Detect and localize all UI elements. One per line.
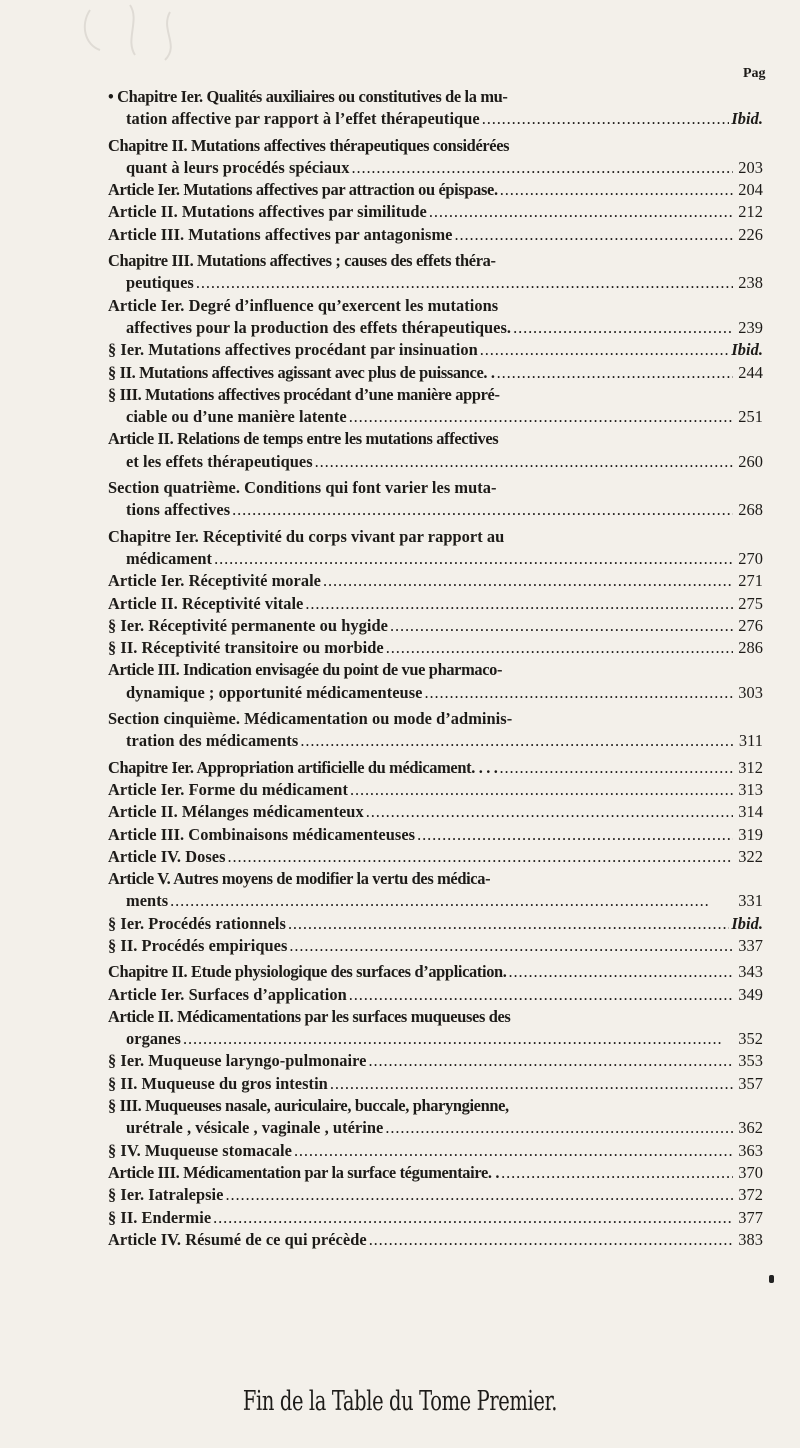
- leader-dots: [183, 1028, 733, 1050]
- toc-page-number: 203: [738, 157, 763, 177]
- toc-page-number: 372: [738, 1185, 763, 1205]
- leader-dots: [509, 961, 733, 983]
- toc-line: [108, 1140, 763, 1162]
- toc-entry-title: § Ier. Iatralepsie: [108, 1185, 224, 1205]
- toc-entry-title: Section quatrième. Conditions qui font varier les muta-: [108, 478, 497, 498]
- leader-dots: [305, 593, 733, 615]
- toc-line: [108, 846, 763, 868]
- toc-entry: [108, 961, 763, 983]
- toc-entry: [108, 1162, 763, 1184]
- toc-line: [108, 1050, 763, 1072]
- leader-dots: [214, 548, 733, 570]
- toc-entry: [108, 428, 763, 473]
- toc-page-number: 311: [738, 731, 763, 751]
- leader-dots: [480, 339, 730, 361]
- leader-dots: [196, 272, 733, 294]
- leader-dots: [417, 824, 733, 846]
- toc-entry-title: § Ier. Mutations affectives procédant par insinuation: [108, 340, 478, 360]
- toc-page-number: 303: [738, 682, 763, 702]
- toc-entry-title: Article Ier. Mutations affectives par attraction ou épispase.: [108, 180, 498, 200]
- toc-page-number: 204: [738, 180, 763, 200]
- toc-entry-title: Article II. Médicamentations par les surfaces muqueuses des: [108, 1006, 511, 1026]
- leader-dots: [366, 801, 733, 823]
- toc-entry-title: § III. Muqueuses nasale, auriculaire, buccale, pharyngienne,: [108, 1096, 509, 1116]
- end-note: Fin de la Table du Tome Premier.: [242, 1386, 558, 1417]
- leader-dots: [228, 846, 733, 868]
- toc-entry: [108, 637, 763, 659]
- toc-line: [108, 1184, 763, 1206]
- leader-dots: [497, 362, 733, 384]
- toc-entry-title: Article II. Mélanges médicamenteux: [108, 802, 364, 822]
- toc-entry: [108, 224, 763, 246]
- toc-entry: [108, 708, 763, 753]
- toc-line: [108, 135, 763, 157]
- toc-page-number: 251: [738, 407, 763, 427]
- toc-page-number: 353: [738, 1051, 763, 1071]
- toc-entry-title: § III. Mutations affectives procédant d’une manière appré-: [108, 384, 500, 404]
- margin-ink-dot: [769, 1275, 774, 1283]
- leader-dots: [289, 935, 733, 957]
- toc-line: [108, 250, 763, 272]
- toc-entry-title: Article Ier. Degré d’influence qu’exercent les mutations: [108, 295, 499, 315]
- toc-page-number: 275: [738, 593, 763, 613]
- toc-entry-title: Chapitre Ier. Réceptivité du corps vivant par rapport au: [108, 526, 505, 546]
- toc-entry-title: Article IV. Doses: [108, 846, 226, 866]
- toc-line: [108, 1095, 763, 1117]
- toc-page-number: 357: [738, 1073, 763, 1093]
- toc-line: [108, 272, 763, 294]
- leader-dots: [213, 1207, 733, 1229]
- toc-line: [108, 708, 763, 730]
- toc-page-number: 331: [738, 891, 763, 911]
- toc-entry: [108, 570, 763, 592]
- toc-page-number: 212: [738, 202, 763, 222]
- toc-entry-title: Article Ier. Forme du médicament: [108, 779, 348, 799]
- toc-entry-title: Article III. Médicamentation par la surface tégumentaire. .: [108, 1162, 500, 1182]
- leader-dots: [390, 615, 733, 637]
- toc-line: [108, 477, 763, 499]
- toc-page-number: 270: [738, 548, 763, 568]
- leader-dots: [232, 499, 733, 521]
- toc-entry-title: Chapitre II. Mutations affectives thérapeutiques considérées: [108, 135, 510, 155]
- toc-page-number: Ibid.: [731, 109, 763, 129]
- toc-entry: [108, 1006, 763, 1051]
- toc-entry: [108, 846, 763, 868]
- toc-entry: [108, 477, 763, 522]
- toc-entry: [108, 201, 763, 223]
- toc-entry-title: Article V. Autres moyens de modifier la vertu des médica-: [108, 869, 491, 889]
- toc-page-number: 260: [738, 451, 763, 471]
- toc-entry-title: Article Ier. Réceptivité morale: [108, 571, 322, 591]
- toc-entry-title: Article IV. Résumé de ce qui précède: [108, 1229, 367, 1249]
- toc-page-number: 362: [738, 1118, 763, 1138]
- toc-entry-title: tions affectives: [126, 500, 231, 520]
- leader-dots: [369, 1050, 733, 1072]
- toc-line: [108, 637, 763, 659]
- toc-entry-title: § II. Muqueuse du gros intestin: [108, 1073, 328, 1093]
- toc-entry: [108, 935, 763, 957]
- toc-entry-title: Article III. Indication envisagée du point de vue pharmaco-: [108, 660, 503, 680]
- toc-line: [108, 868, 763, 890]
- toc-entry: [108, 868, 763, 913]
- toc-entry-title: médicament: [126, 548, 213, 568]
- toc-line: [108, 682, 763, 704]
- toc-line: [108, 890, 763, 912]
- toc-entry-title: Article III. Combinaisons médicamenteuses: [108, 824, 416, 844]
- leader-dots: [454, 224, 733, 246]
- toc-line: [108, 201, 763, 223]
- leader-dots: [424, 682, 733, 704]
- toc-line: [108, 615, 763, 637]
- toc-entry-title: affectives pour la production des effets thérapeutiques.: [126, 317, 512, 337]
- toc-entry-title: Article III. Mutations affectives par antagonisme: [108, 224, 453, 244]
- toc-page-number: 244: [738, 362, 763, 382]
- toc-line: [108, 317, 763, 339]
- toc-line: [108, 801, 763, 823]
- toc-entry-title: Chapitre Ier. Appropriation artificielle du médicament. . . .: [108, 757, 498, 777]
- leader-dots: [288, 913, 729, 935]
- toc-page-number: 271: [738, 571, 763, 591]
- leader-dots: [351, 157, 733, 179]
- toc-entry: [108, 339, 763, 361]
- leader-dots: [349, 984, 733, 1006]
- leader-dots: [385, 1117, 733, 1139]
- toc-entry: [108, 659, 763, 704]
- toc-entry-title: Chapitre II. Etude physiologique des surfaces d’application.: [108, 962, 507, 982]
- toc-entry-title: Chapitre III. Mutations affectives ; causes des effets théra-: [108, 251, 496, 271]
- toc-page-number: 319: [738, 824, 763, 844]
- toc-line: [108, 984, 763, 1006]
- toc-line: [108, 913, 763, 935]
- toc-page-number: 370: [738, 1162, 763, 1182]
- toc-line: [108, 224, 763, 246]
- toc-line: [108, 548, 763, 570]
- leader-dots: [330, 1073, 733, 1095]
- toc-entry-title: urétrale , vésicale , vaginale , utérine: [126, 1118, 384, 1138]
- toc-entry: [108, 615, 763, 637]
- toc-entry: [108, 801, 763, 823]
- toc-line: [108, 499, 763, 521]
- toc-entry-title: § IV. Muqueuse stomacale: [108, 1140, 292, 1160]
- toc-entry-title: ciable ou d’une manière latente: [126, 407, 347, 427]
- toc-line: [108, 1006, 763, 1028]
- toc-line: [108, 86, 763, 108]
- leader-dots: [429, 201, 733, 223]
- toc-entry: [108, 250, 763, 295]
- toc-page-number: 314: [738, 802, 763, 822]
- toc-entry-title: Article II. Mutations affectives par similitude: [108, 202, 427, 222]
- toc-page-number: 239: [738, 317, 763, 337]
- toc-page-number: 352: [738, 1029, 763, 1049]
- toc-line: [108, 108, 763, 130]
- leader-dots: [500, 179, 733, 201]
- table-of-contents: [108, 86, 763, 1251]
- toc-line: [108, 339, 763, 361]
- toc-line: [108, 179, 763, 201]
- toc-entry: [108, 1140, 763, 1162]
- toc-page-number: 312: [738, 757, 763, 777]
- toc-entry: [108, 135, 763, 180]
- toc-entry-title: § II. Procédés empiriques: [108, 935, 288, 955]
- toc-line: [108, 526, 763, 548]
- toc-page-number: 377: [738, 1207, 763, 1227]
- leader-dots: [499, 757, 733, 779]
- toc-line: [108, 295, 763, 317]
- leader-dots: [170, 890, 733, 912]
- toc-page-number: 363: [738, 1140, 763, 1160]
- toc-line: [108, 157, 763, 179]
- toc-entry-title: Article II. Réceptivité vitale: [108, 593, 304, 613]
- toc-entry: [108, 779, 763, 801]
- toc-page-number: 322: [738, 846, 763, 866]
- toc-page-number: 226: [738, 224, 763, 244]
- toc-entry-title: peutiques: [126, 273, 194, 293]
- toc-entry: [108, 1050, 763, 1072]
- toc-entry-title: et les effets thérapeutiques: [126, 451, 313, 471]
- toc-entry-title: tration des médicaments: [126, 731, 299, 751]
- leader-dots: [386, 637, 733, 659]
- toc-line: [108, 824, 763, 846]
- leader-dots: [369, 1229, 733, 1251]
- toc-entry: [108, 1095, 763, 1140]
- toc-line: [108, 730, 763, 752]
- toc-page-number: 349: [738, 984, 763, 1004]
- toc-line: [108, 1162, 763, 1184]
- toc-line: [108, 451, 763, 473]
- toc-entry-title: tation affective par rapport à l’effet thérapeutique: [126, 109, 480, 129]
- leader-dots: [294, 1140, 733, 1162]
- toc-entry: [108, 179, 763, 201]
- toc-line: [108, 757, 763, 779]
- toc-line: [108, 406, 763, 428]
- toc-entry-title: § II. Réceptivité transitoire ou morbide: [108, 638, 384, 658]
- toc-page-number: 337: [738, 935, 763, 955]
- toc-entry: [108, 824, 763, 846]
- toc-entry: [108, 362, 763, 384]
- toc-entry: [108, 295, 763, 340]
- toc-entry: [108, 1073, 763, 1095]
- leader-dots: [225, 1184, 733, 1206]
- toc-page-number: 268: [738, 500, 763, 520]
- toc-line: [108, 1117, 763, 1139]
- toc-line: [108, 1028, 763, 1050]
- toc-entry-title: quant à leurs procédés spéciaux: [126, 157, 350, 177]
- leader-dots: [350, 779, 733, 801]
- leader-dots: [323, 570, 733, 592]
- toc-line: [108, 1073, 763, 1095]
- leader-dots: [349, 406, 733, 428]
- toc-entry: [108, 913, 763, 935]
- toc-entry-title: dynamique ; opportunité médicamenteuse: [126, 682, 423, 702]
- toc-line: [108, 362, 763, 384]
- toc-entry-title: Section cinquième. Médicamentation ou mode d’adminis-: [108, 709, 513, 729]
- toc-page-number: Ibid.: [731, 340, 763, 360]
- toc-line: [108, 659, 763, 681]
- toc-entry-title: ments: [126, 891, 169, 911]
- leader-dots: [482, 108, 730, 130]
- toc-line: [108, 384, 763, 406]
- toc-entry: [108, 86, 763, 131]
- toc-page-number: 238: [738, 273, 763, 293]
- toc-line: [108, 1207, 763, 1229]
- toc-entry: [108, 384, 763, 429]
- toc-entry-title: § Ier. Procédés rationnels: [108, 913, 286, 933]
- toc-entry: [108, 593, 763, 615]
- toc-line: [108, 593, 763, 615]
- toc-page-number: 276: [738, 615, 763, 635]
- page-header-label: Pag: [743, 66, 766, 81]
- toc-line: [108, 570, 763, 592]
- toc-entry-title: organes: [126, 1029, 181, 1049]
- toc-line: [108, 428, 763, 450]
- toc-page-number: 313: [738, 779, 763, 799]
- toc-entry-title: § II. Mutations affectives agissant avec plus de puissance. .: [108, 362, 495, 382]
- toc-page-number: 343: [738, 962, 763, 982]
- toc-line: [108, 1229, 763, 1251]
- toc-line: [108, 935, 763, 957]
- toc-entry: [108, 1229, 763, 1251]
- toc-entry-title: Article II. Relations de temps entre les mutations affectives: [108, 429, 499, 449]
- toc-page-number: Ibid.: [731, 913, 763, 933]
- toc-entry-title: § Ier. Réceptivité permanente ou hygide: [108, 615, 388, 635]
- toc-entry-title: Article Ier. Surfaces d’application: [108, 984, 347, 1004]
- toc-page-number: 383: [738, 1229, 763, 1249]
- toc-entry: [108, 984, 763, 1006]
- leader-dots: [501, 1162, 733, 1184]
- toc-line: [108, 779, 763, 801]
- leader-dots: [300, 730, 733, 752]
- toc-line: [108, 961, 763, 983]
- toc-entry: [108, 757, 763, 779]
- toc-page-number: 286: [738, 638, 763, 658]
- toc-entry: [108, 1184, 763, 1206]
- leader-dots: [513, 317, 733, 339]
- toc-entry-title: § II. Endermie: [108, 1207, 212, 1227]
- toc-entry-title: § Ier. Muqueuse laryngo-pulmonaire: [108, 1051, 367, 1071]
- bleed-through-marks: [70, 0, 230, 70]
- toc-entry: [108, 526, 763, 571]
- toc-entry: [108, 1207, 763, 1229]
- leader-dots: [315, 451, 733, 473]
- toc-entry-title: • Chapitre Ier. Qualités auxiliaires ou constitutives de la mu-: [108, 87, 508, 106]
